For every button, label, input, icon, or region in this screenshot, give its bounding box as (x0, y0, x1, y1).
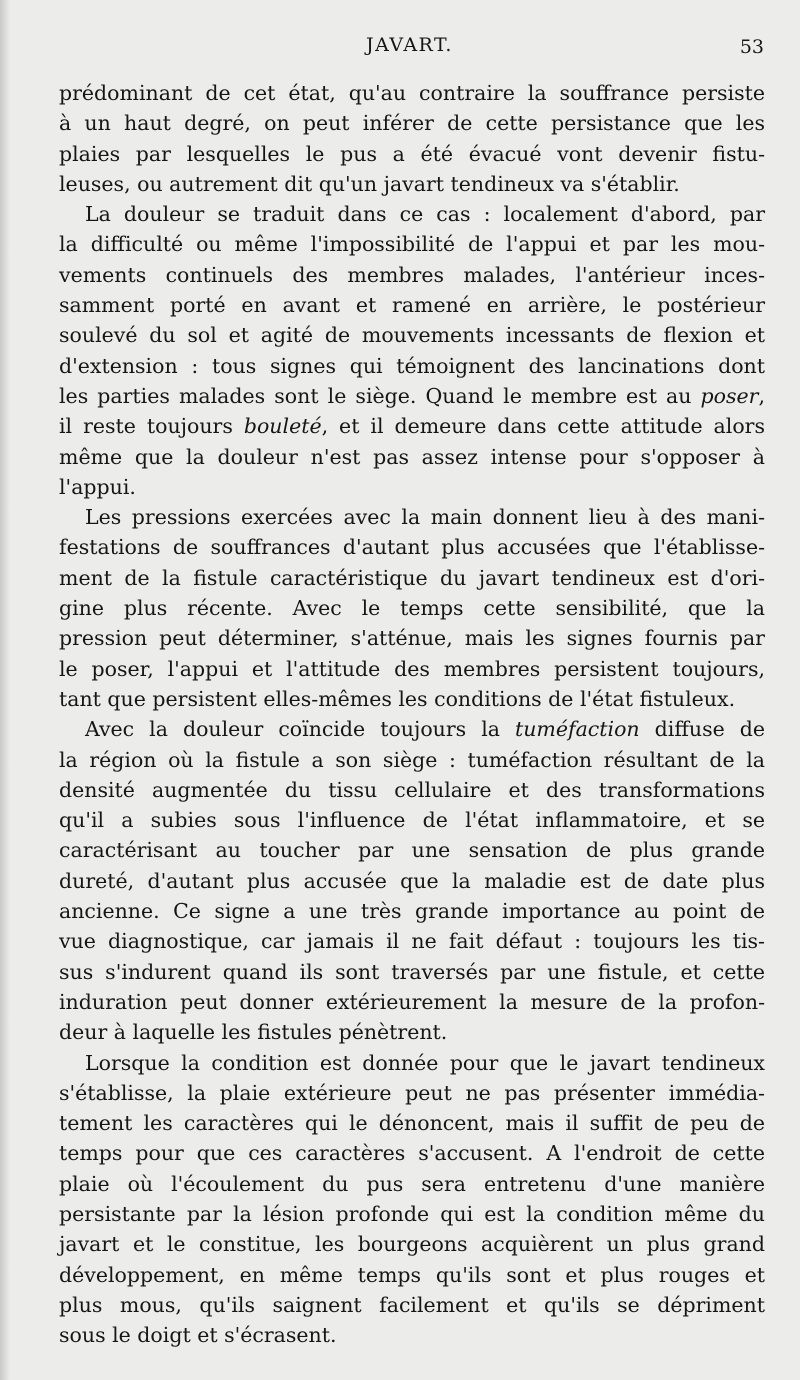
text-line (59, 351, 765, 381)
text-segment: vements continuels des membres malades, l'antérieur inces- (59, 262, 765, 287)
text-line (59, 411, 765, 441)
text-line (59, 957, 765, 987)
text-line (59, 926, 765, 956)
text-line (59, 623, 765, 653)
text-line (59, 593, 765, 623)
text-segment: plaie où l'écoulement du pus sera entretenu d'une manière (59, 1171, 765, 1196)
text-line (59, 835, 765, 865)
text-segment: développement, en même temps qu'ils sont et plus rouges et (59, 1262, 765, 1287)
text-segment: vue diagnostique, car jamais il ne fait défaut : toujours les tis- (59, 929, 765, 954)
text-segment: d'extension : tous signes qui témoignent des lancinations dont (59, 353, 765, 378)
text-line (59, 290, 765, 320)
text-line (59, 1108, 765, 1138)
text-segment: plus mous, qu'ils saignent facilement et qu'ils se dépriment (59, 1292, 765, 1317)
text-segment: les parties malades sont le siège. Quand le membre est au (59, 383, 701, 408)
text-segment: même que la douleur n'est pas assez intense pour s'opposer à (59, 444, 765, 469)
text-segment: plaies par lesquelles le pus a été évacué vont devenir fistu- (59, 141, 765, 166)
text-line (59, 139, 765, 169)
text-line (59, 320, 765, 350)
paragraph (59, 502, 765, 714)
text-line (59, 472, 765, 502)
text-segment: ancienne. Ce signe a une très grande importance au point de (59, 899, 765, 924)
text-line (59, 260, 765, 290)
text-segment: diffuse de (639, 717, 765, 742)
text-segment: festations de souffrances d'autant plus accusées que l'établisse- (59, 535, 765, 560)
text-segment: deur à laquelle les fistules pénètrent. (59, 1020, 448, 1045)
text-line (59, 199, 765, 229)
text-line (59, 502, 765, 532)
italic-term: tuméfaction (514, 717, 640, 742)
text-segment: sus s'indurent quand ils sont traversés par une fistule, et cette (59, 959, 765, 984)
text-segment: tement les caractères qui le dénoncent, mais il suffit de peu de (59, 1111, 765, 1136)
text-segment: gine plus récente. Avec le temps cette sensibilité, que la (59, 596, 765, 621)
running-head (0, 34, 800, 60)
text-line (59, 563, 765, 593)
text-segment: , et il demeure dans cette attitude alors (321, 414, 765, 439)
text-line (59, 1078, 765, 1108)
text-line (59, 78, 765, 108)
text-segment: induration peut donner extérieurement la mesure de la profon- (59, 989, 765, 1014)
text-segment: la région où la fistule a son siège : tuméfaction résultant de la (59, 747, 765, 772)
text-line (59, 1169, 765, 1199)
italic-term: poser (700, 383, 759, 408)
text-line (59, 866, 765, 896)
paragraph (59, 714, 765, 1047)
text-segment: Avec la douleur coïncide toujours la (85, 717, 515, 742)
text-segment: soulevé du sol et agité de mouvements incessants de flexion et (59, 323, 765, 348)
text-line (59, 987, 765, 1017)
text-line (59, 169, 765, 199)
text-line (59, 654, 765, 684)
text-segment: Les pressions exercées avec la main donnent lieu à des mani- (85, 505, 765, 530)
text-segment: pression peut déterminer, s'atténue, mais les signes fournis par (59, 626, 765, 651)
text-line (59, 381, 765, 411)
text-line (59, 1138, 765, 1168)
page-number: 53 (739, 36, 764, 58)
text-segment: le poser, l'appui et l'attitude des membres persistent toujours, (59, 656, 765, 681)
text-line (59, 442, 765, 472)
text-line (59, 532, 765, 562)
text-segment: tant que persistent elles-mêmes les conditions de l'état fistuleux. (59, 686, 736, 711)
text-segment: l'appui. (59, 474, 136, 499)
italic-term: bouleté (243, 414, 322, 439)
text-segment: prédominant de cet état, qu'au contraire la souffrance persiste (59, 81, 765, 105)
text-segment: Lorsque la condition est donnée pour que le javart tendineux (85, 1050, 765, 1075)
text-line (59, 108, 765, 138)
text-segment: , (758, 383, 765, 408)
text-segment: densité augmentée du tissu cellulaire et des transformations (59, 777, 765, 802)
text-line (59, 896, 765, 926)
text-line (59, 1199, 765, 1229)
text-segment: persistante par la lésion profonde qui est la condition même du (59, 1201, 765, 1226)
running-title: JAVART. (366, 34, 453, 56)
text-segment: leuses, ou autrement dit qu'un javart tendineux va s'établir. (59, 171, 680, 196)
text-segment: qu'il a subies sous l'influence de l'état inflammatoire, et se (59, 808, 765, 833)
text-line (59, 229, 765, 259)
paragraph (59, 1048, 765, 1351)
paragraph (59, 78, 765, 199)
text-segment: La douleur se traduit dans ce cas : localement d'abord, par (85, 202, 765, 227)
text-line (59, 745, 765, 775)
text-segment: temps pour que ces caractères s'accusent. A l'endroit de cette (59, 1141, 765, 1166)
body-text (59, 78, 765, 1350)
text-segment: sous le doigt et s'écrasent. (59, 1323, 337, 1348)
text-line (59, 714, 765, 744)
text-line (59, 1229, 765, 1259)
text-segment: il reste toujours (59, 414, 244, 439)
text-segment: à un haut degré, on peut inférer de cette persistance que les (59, 111, 765, 136)
text-segment: javart et le constitue, les bourgeons acquièrent un plus grand (59, 1232, 765, 1257)
paragraph (59, 199, 765, 502)
text-line (59, 684, 765, 714)
text-line (59, 1260, 765, 1290)
text-line (59, 1048, 765, 1078)
text-segment: s'établisse, la plaie extérieure peut ne pas présenter immédia- (59, 1080, 765, 1105)
text-segment: dureté, d'autant plus accusée que la maladie est de date plus (59, 868, 765, 893)
text-line (59, 775, 765, 805)
text-line (59, 1290, 765, 1320)
text-segment: la difficulté ou même l'impossibilité de l'appui et par les mou- (59, 232, 765, 257)
text-segment: samment porté en avant et ramené en arrière, le postérieur (59, 293, 765, 318)
text-line (59, 1017, 765, 1047)
text-line (59, 805, 765, 835)
text-segment: caractérisant au toucher par une sensation de plus grande (59, 838, 765, 863)
text-segment: ment de la fistule caractéristique du javart tendineux est d'ori- (59, 565, 765, 590)
text-line (59, 1320, 765, 1350)
